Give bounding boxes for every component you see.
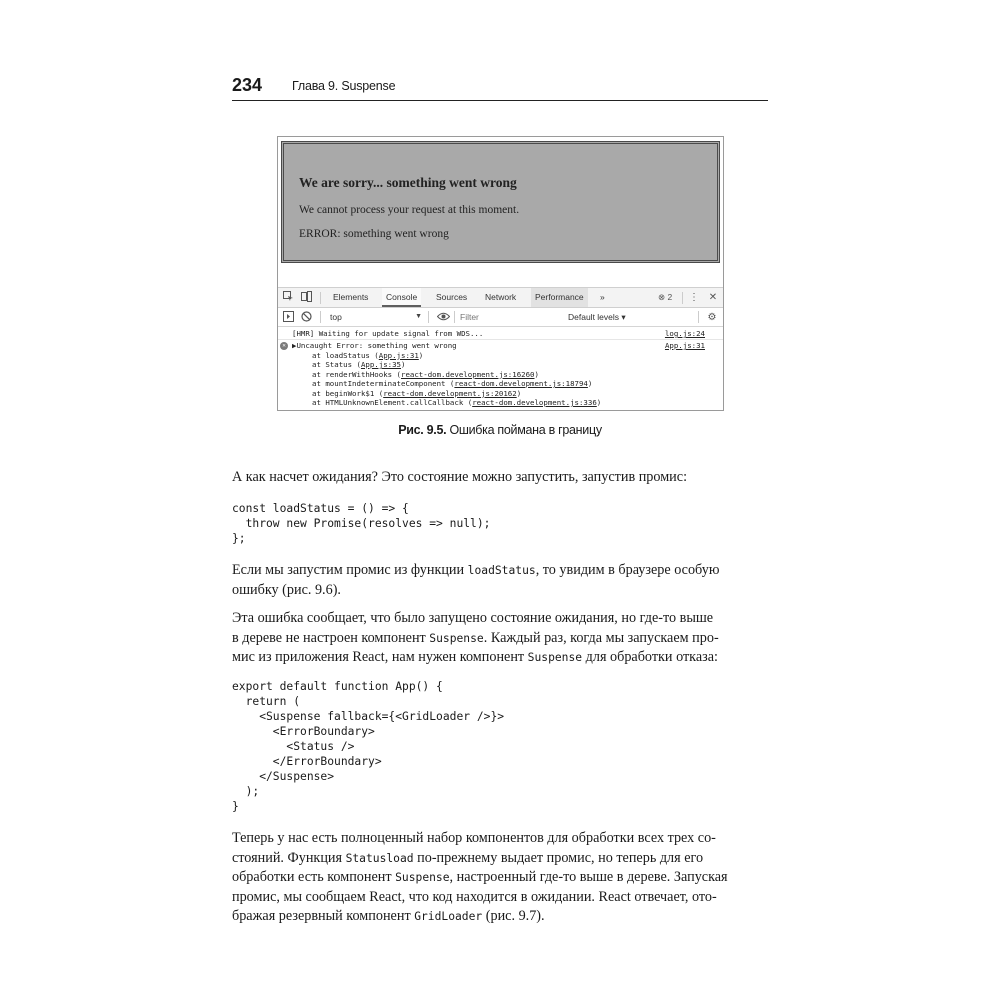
- stack-link[interactable]: react-dom.development.js:18794: [454, 379, 588, 388]
- paragraph-line: Эта ошибка сообщает, что было запущено состояние ожидания, но где-то выше: [232, 610, 714, 626]
- error-icon: ✕: [280, 342, 288, 350]
- code-line: throw new Promise(resolves => null);: [232, 517, 491, 530]
- inline-code: loadStatus: [467, 564, 536, 577]
- toolbar-divider: [428, 311, 429, 323]
- gear-icon[interactable]: ⚙: [707, 312, 717, 323]
- stack-trace-line: at beginWork$1 (react-dom.development.js:20162): [312, 388, 522, 398]
- code-line: }: [232, 800, 239, 813]
- stack-link[interactable]: react-dom.development.js:20162: [383, 388, 517, 398]
- figure-screenshot: [277, 136, 724, 411]
- code-line: <Suspense fallback={<GridLoader />}>: [232, 710, 505, 723]
- figure-caption: [0, 423, 1000, 437]
- page-header: [232, 74, 768, 101]
- code-block: [232, 679, 504, 814]
- tab-network[interactable]: Network: [485, 292, 517, 302]
- caption-text: Ошибка поймана в границу: [446, 423, 602, 437]
- toolbar-divider: [682, 292, 683, 304]
- caption-label: Рис. 9.5.: [398, 423, 447, 437]
- stack-trace-line: at Status (App.js:35): [312, 360, 406, 369]
- stack-link[interactable]: react-dom.development.js:16260: [401, 369, 535, 379]
- code-line: <Status />: [232, 740, 355, 753]
- paragraph: [232, 609, 772, 668]
- sidebar-toggle-icon[interactable]: [282, 311, 294, 326]
- inline-code: Suspense: [429, 631, 484, 645]
- stack-link[interactable]: App.js:31: [378, 350, 419, 360]
- paragraph-line: обработки есть компонент Suspense, настроенный где-то выше в дереве. Запуская: [232, 869, 728, 885]
- log-source-link[interactable]: log.js:24: [664, 329, 705, 338]
- console-log-line: [292, 329, 483, 339]
- code-line: const loadStatus = () => {: [232, 502, 409, 515]
- paragraph-line: мис из приложения React, нам нужен компонент Suspense для обработки отказа:: [232, 649, 718, 665]
- stack-trace-line: at HTMLUnknownElement.callCallback (react-dom.development.js:336): [312, 398, 602, 407]
- stack-trace-line: at mountIndeterminateComponent (react-dom.development.js:18794): [312, 379, 593, 388]
- paragraph: [232, 561, 772, 600]
- close-icon[interactable]: ✕: [708, 292, 718, 303]
- more-tabs-button[interactable]: »: [600, 292, 605, 302]
- log-levels-dropdown[interactable]: Default levels ▾: [568, 312, 626, 322]
- error-source-link[interactable]: App.js:31: [664, 341, 705, 350]
- devtools-panel: [278, 287, 723, 411]
- code-block: [232, 501, 490, 546]
- error-detail: ERROR: something went wrong: [299, 228, 449, 240]
- context-value: top: [330, 312, 342, 322]
- log-message: [HMR] Waiting for update signal from WDS...: [292, 329, 484, 338]
- code-line: </ErrorBoundary>: [232, 755, 382, 768]
- error-log-message: ▶Uncaught Error: something went wrong: [292, 341, 457, 350]
- kebab-menu-icon[interactable]: ⋮: [689, 292, 699, 303]
- paragraph-line: Если мы запустим промис из функции loadStatus, то увидим в браузере особую: [232, 562, 720, 578]
- console-filter-input[interactable]: [456, 310, 556, 324]
- code-line: <ErrorBoundary>: [232, 725, 375, 738]
- paragraph: [232, 829, 772, 927]
- tab-performance[interactable]: Performance: [531, 288, 588, 307]
- error-count-badge[interactable]: [658, 291, 672, 304]
- inline-code: GridLoader: [414, 910, 483, 923]
- paragraph-line: А как насчет ожидания? Это состояние можно запустить, запустив промис:: [232, 469, 688, 485]
- inspect-element-icon[interactable]: [282, 291, 294, 306]
- stack-trace-line: at renderWithHooks (react-dom.development.js:16260): [312, 369, 539, 379]
- code-line: export default function App() {: [232, 680, 443, 693]
- console-divider: [278, 339, 723, 340]
- page-number: 234: [232, 75, 263, 95]
- stack-trace-line: at loadStatus (App.js:31): [312, 350, 424, 360]
- context-selector[interactable]: [328, 308, 424, 326]
- code-line: };: [232, 532, 246, 545]
- clear-console-icon[interactable]: [300, 311, 312, 326]
- inline-code: Suspense: [395, 871, 450, 884]
- dropdown-arrow-icon: ▼: [415, 313, 422, 320]
- paragraph-line: ошибку (рис. 9.6).: [232, 581, 341, 598]
- inline-code: Statusload: [345, 851, 414, 865]
- console-error-line[interactable]: [292, 341, 457, 351]
- paragraph-line: бражая резервный компонент GridLoader (рис. 9.7).: [232, 908, 545, 924]
- error-count: 2: [667, 292, 673, 302]
- console-output: [278, 327, 723, 411]
- device-toolbar-icon[interactable]: [300, 291, 312, 306]
- paragraph-line: промис, мы сообщаем React, что код находится в ожидании. React отвечает, ото-: [232, 888, 717, 905]
- stack-link[interactable]: react-dom.development.js:336: [472, 398, 597, 407]
- paragraph-line: в дереве не настроен компонент Suspense. Каждый раз, когда мы запускаем про-: [232, 629, 719, 646]
- paragraph-line: Теперь у нас есть полноценный набор компонентов для обработки всех трех со-: [232, 830, 716, 846]
- devtools-tabbar: [278, 288, 723, 308]
- error-circle-icon: ⊗: [658, 292, 666, 302]
- stack-link[interactable]: App.js:35: [360, 360, 401, 369]
- code-line: return (: [232, 695, 301, 708]
- eye-icon[interactable]: [436, 311, 450, 326]
- tab-sources[interactable]: Sources: [436, 292, 468, 302]
- code-line: );: [232, 785, 260, 798]
- error-heading: We are sorry... something went wrong: [299, 175, 517, 190]
- error-message: We cannot process your request at this moment.: [299, 204, 520, 216]
- paragraph: [232, 468, 772, 488]
- toolbar-divider: [320, 311, 321, 323]
- inline-code: Suspense: [527, 651, 583, 664]
- console-filterbar: [278, 308, 723, 327]
- error-boundary-box: [281, 141, 720, 263]
- paragraph-line: стояний. Функция Statusload по-прежнему выдает промис, но теперь для его: [232, 849, 704, 866]
- toolbar-divider: [698, 311, 699, 323]
- toolbar-divider: [454, 311, 455, 323]
- tab-console[interactable]: Console: [382, 288, 421, 307]
- code-line: </Suspense>: [232, 770, 335, 783]
- chapter-title: Глава 9. Suspense: [292, 79, 396, 93]
- tab-elements[interactable]: Elements: [333, 292, 369, 302]
- toolbar-divider: [320, 292, 321, 304]
